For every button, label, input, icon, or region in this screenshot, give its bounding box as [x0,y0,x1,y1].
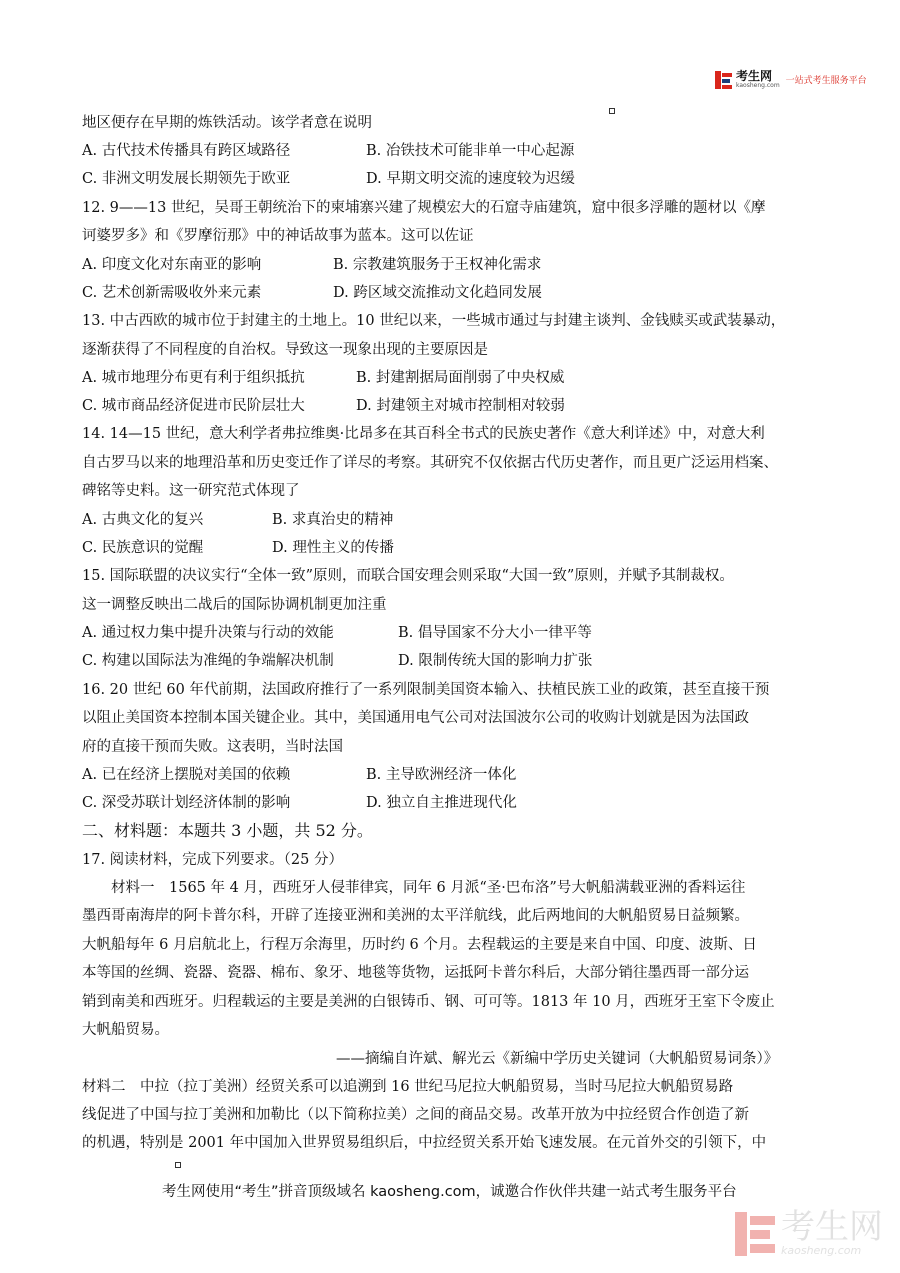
option-c: C. 构建以国际法为准绳的争端解决机制 [82,653,334,669]
option-b: B. 宗教建筑服务于王权神化需求 [333,257,542,273]
option-b: B. 倡导国家不分大小一律平等 [398,625,592,641]
option-c: C. 民族意识的觉醒 [82,540,204,556]
text-line: 逐渐获得了不同程度的自治权。导致这一现象出现的主要原因是 [82,342,488,358]
text-line: 诃婆罗多》和《罗摩衍那》中的神话故事为蓝本。这可以佐证 [82,228,474,244]
option-d: D. 早期文明交流的速度较为迟缓 [366,171,575,187]
logo-text [736,70,780,89]
question-14-text: 14. 14—15 世纪，意大利学者弗拉维奥·比昂多在其百科全书式的民族史著作《意大利详述》中，对意大利 [82,426,765,442]
option-c: C. 艺术创新需吸收外来元素 [82,285,262,301]
marker-square-icon [609,108,615,114]
question-15-text: 15. 国际联盟的决议实行“全体一致”原则，而联合国安理会则采取“大国一致”原则，并赋予其制裁权。 [82,568,734,584]
footer-text: 考生网使用“考生”拼音顶级域名 kaosheng.com，诚邀合作伙伴共建一站式考生服务平台 [162,1184,737,1200]
text-line: 以阻止美国资本控制本国关键企业。其中，美国通用电气公司对法国波尔公司的收购计划就是因为法国政 [82,710,749,726]
question-13-text: 13. 中古西欧的城市位于封建主的土地上。10 世纪以来，一些城市通过与封建主谈判、金钱赎买或武装暴动， [82,313,786,329]
text-line: 这一调整反映出二战后的国际协调机制更加注重 [82,597,387,613]
option-b: B. 主导欧洲经济一体化 [366,767,517,783]
material-two: 材料二 中拉（拉丁美洲）经贸关系可以追溯到 16 世纪马尼拉大帆船贸易，当时马尼拉大帆船贸易路 [82,1079,734,1095]
text-line: 的机遇，特别是 2001 年中国加入世界贸易组织后，中拉经贸关系开始飞速发展。在元首外交的引领下，中 [82,1135,767,1151]
option-c: C. 深受苏联计划经济体制的影响 [82,795,291,811]
option-b: B. 冶铁技术可能非单一中心起源 [366,143,575,159]
watermark-logo-icon [735,1212,775,1256]
text-line: 府的直接干预而失败。这表明，当时法国 [82,739,343,755]
text-line: 自古罗马以来的地理沿革和历史变迁作了详尽的考察。其研究不仅依据古代历史著作，而且更广泛运用档案、 [82,455,778,471]
logo-name: 考生网 [736,69,773,83]
option-b: B. 封建割据局面削弱了中央权威 [356,370,565,386]
option-a: A. 已在经济上摆脱对美国的依赖 [82,767,291,783]
logo-slogan: 一站式考生服务平台 [785,76,867,86]
text-line: 线促进了中国与拉丁美洲和加勒比（以下简称拉美）之间的商品交易。改革开放为中拉经贸合作创造了新 [82,1107,749,1123]
watermark-url: kaosheng.com [781,1244,862,1257]
text-line: 墨西哥南海岸的阿卡普尔科，开辟了连接亚洲和美洲的太平洋航线，此后两地间的大帆船贸易日益频繁。 [82,908,749,924]
question-12-text: 12. 9——13 世纪，吴哥王朝统治下的柬埔寨兴建了规模宏大的石窟寺庙建筑，窟中很多浮雕的题材以《摩 [82,200,766,216]
option-d: D. 独立自主推进现代化 [366,795,517,811]
question-16-text: 16. 20 世纪 60 年代前期，法国政府推行了一系列限制美国资本输入、扶植民族工业的政策，甚至直接干预 [82,682,770,698]
watermark-name: 考生网 [781,1207,883,1247]
option-b: B. 求真治史的精神 [272,512,394,528]
logo-icon [715,71,733,89]
option-d: D. 跨区域交流推动文化趋同发展 [333,285,542,301]
option-d: D. 封建领主对城市控制相对较弱 [356,398,565,414]
option-a: A. 印度文化对东南亚的影响 [82,257,262,273]
option-a: A. 古代技术传播具有跨区域路径 [82,143,291,159]
option-a: A. 古典文化的复兴 [82,512,204,528]
option-c: C. 非洲文明发展长期领先于欧亚 [82,171,291,187]
watermark [735,1207,883,1257]
option-d: D. 理性主义的传播 [272,540,394,556]
logo-url: kaosheng.com [736,82,780,89]
option-d: D. 限制传统大国的影响力扩张 [398,653,593,669]
question-17-text: 17. 阅读材料，完成下列要求。（25 分） [82,852,343,868]
option-c: C. 城市商品经济促进市民阶层壮大 [82,398,305,414]
text-line: 地区便存在早期的炼铁活动。该学者意在说明 [82,115,372,131]
header-logo [715,70,867,89]
option-a: A. 通过权力集中提升决策与行动的效能 [82,625,334,641]
option-a: A. 城市地理分布更有利于组织抵抗 [82,370,305,386]
text-line: 碑铭等史料。这一研究范式体现了 [82,483,300,499]
citation: ——摘编自许斌、解光云《新编中学历史关键词（大帆船贸易词条）》 [336,1051,779,1067]
marker-square-icon [175,1162,181,1168]
section-heading: 二、材料题：本题共 3 小题，共 52 分。 [82,821,373,840]
text-line: 大帆船每年 6 月启航北上，行程万余海里，历时约 6 个月。去程载运的主要是来自中国、印度、波斯、日 [82,937,757,953]
material-one: 材料一 1565 年 4 月，西班牙人侵菲律宾，同年 6 月派“圣·巴布洛”号大帆船满载亚洲的香料运往 [111,880,746,896]
text-line: 大帆船贸易。 [82,1022,169,1038]
text-line: 本等国的丝绸、瓷器、瓷器、棉布、象牙、地毯等货物，运抵阿卡普尔科后，大部分销往墨西哥一部分运 [82,965,749,981]
text-line: 销到南美和西班牙。归程载运的主要是美洲的白银铸币、钢、可可等。1813 年 10 月，西班牙王室下令废止 [82,994,775,1010]
